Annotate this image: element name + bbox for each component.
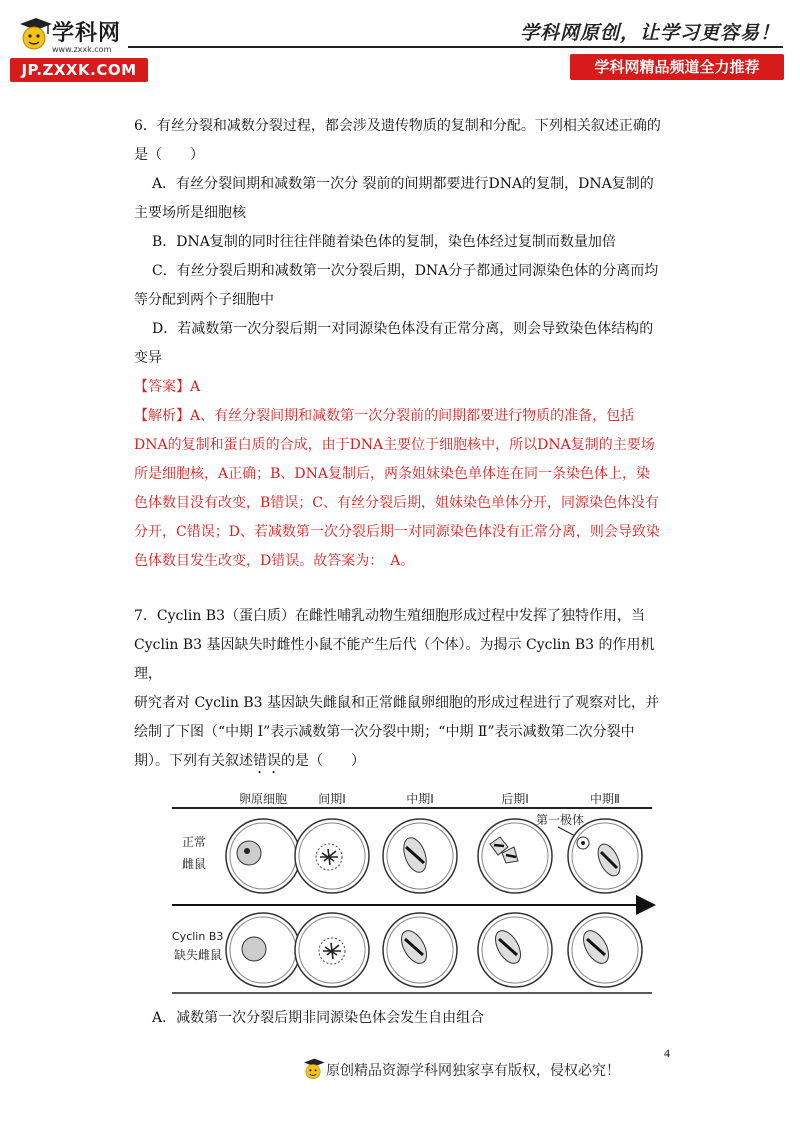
- page-number: 4: [664, 1046, 670, 1060]
- cell-ko-oogonium: [226, 913, 300, 987]
- logo-text: 学科网: [52, 21, 122, 46]
- cell-normal-oogonium: [226, 819, 300, 893]
- q7-stem-line-4: 绘制了下图（“中期 Ⅰ”表示减数第一次分裂中期；“中期 Ⅱ”表示减数第二次分裂中: [134, 724, 635, 740]
- cell-normal-metaphase-2: [568, 819, 642, 893]
- slogan: 学科网原创，让学习更容易！: [519, 22, 780, 44]
- logo-url: www.zxxk.com: [52, 45, 112, 54]
- stage-label-anaphase-1: 后期Ⅰ: [501, 792, 529, 806]
- q7-stem-line-5: [134, 747, 674, 777]
- q6-option-b: B．DNA复制的同时往往伴随着染色体的复制，染色体经过复制而数量加倍: [152, 234, 616, 250]
- q6-option-d-line-2: 变异: [134, 350, 162, 366]
- stage-label-interphase-1: 间期Ⅰ: [318, 792, 346, 806]
- q7-stem-line-1: 7．Cyclin B3（蛋白质）在雌性哺乳动物生殖细胞形成过程中发挥了独特作用，当: [134, 608, 645, 624]
- mascot-icon: [14, 14, 54, 54]
- q6-analysis-line: 色体数目发生改变，D错误。故答案为： A。: [134, 553, 415, 569]
- q6-stem-line-2: 是（ ）: [134, 147, 204, 163]
- q6-analysis-line: 分开，C错误；D、若减数第一次分裂后期一对同源染色体没有正常分离，则会导致染: [134, 524, 660, 540]
- logo-badge[interactable]: JP.ZXXK.COM: [10, 58, 148, 82]
- cell-normal-metaphase-1: [383, 819, 457, 893]
- cell-ko-metaphase-2: [568, 913, 642, 987]
- q6-option-a-line-1: A．有丝分裂间期和减数第一次分 裂前的间期都要进行DNA的复制，DNA复制的: [152, 176, 654, 192]
- polar-body-label: 第一极体: [536, 813, 585, 827]
- cell-normal-anaphase-1: [478, 819, 552, 893]
- slogan-badge: 学科网精品频道全力推荐: [570, 54, 784, 80]
- q7-stem-5-pre: 期）。下列有关叙述: [134, 753, 253, 769]
- cell-ko-anaphase-1: [478, 913, 552, 987]
- row-label-normal: 雌鼠: [182, 857, 207, 871]
- question-gap: [134, 576, 674, 602]
- q6-analysis-line: 色体数目没有改变，B错误；C、有丝分裂后期，姐妹染色单体分开，同源染色体没有: [134, 495, 659, 511]
- q6-analysis-line: 所是细胞核，A正确；B、DNA复制后，两条姐妹染色单体连在同一条染色体上，染: [134, 466, 650, 482]
- cell-ko-metaphase-1: [383, 913, 457, 987]
- stage-label-metaphase-1: 中期Ⅰ: [406, 792, 434, 806]
- header-rule: [128, 46, 783, 48]
- row-label-normal: 正常: [182, 835, 207, 849]
- copyright-notice: 原创精品资源学科网独家享有版权，侵权必究！: [326, 1063, 620, 1079]
- q7-stem-line-3: 研究者对 Cyclin B3 基因缺失雌鼠和正常雌鼠卵细胞的形成过程进行了观察对比，并: [134, 695, 659, 711]
- q6-option-d-line-1: D．若减数第一次分裂后期一对同源染色体没有正常分离，则会导致染色体结构的: [152, 321, 654, 337]
- stage-label-oogonium: 卵原细胞: [238, 792, 288, 806]
- q6-analysis-line: DNA的复制和蛋白质的合成，由于DNA主要位于细胞核中，所以DNA复制的主要场: [134, 437, 655, 453]
- q7-stem-5-post: 的是（ ）: [281, 753, 365, 769]
- cell-ko-interphase: [295, 913, 369, 987]
- cell-normal-interphase: [295, 819, 369, 893]
- page-header: [0, 0, 800, 90]
- q6-option-a-line-2: 主要场所是细胞核: [134, 205, 246, 221]
- row-label-knockout: 缺失雌鼠: [174, 948, 223, 962]
- q6-stem-line-1: 6．有丝分裂和减数分裂过程，都会涉及遗传物质的复制和分配。下列相关叙述正确的: [134, 118, 661, 134]
- q7-stem-line-2: Cyclin B3 基因缺失时雌性小鼠不能产生后代（个体）。为揭示 Cyclin B3 的作用机理，: [134, 637, 655, 682]
- q6-analysis-line: 【解析】A、有丝分裂间期和减数第一次分裂前的间期都要进行物质的准备，包括: [134, 408, 635, 424]
- question-content: [134, 112, 674, 777]
- q7-option-a: A．减数第一次分裂后期非同源染色体会发生自由组合: [152, 1010, 485, 1026]
- mascot-icon: [300, 1056, 326, 1082]
- stage-label-metaphase-2: 中期Ⅱ: [590, 792, 620, 806]
- row-label-knockout: Cyclin B3: [172, 930, 224, 943]
- oocyte-meiosis-figure: [168, 789, 656, 997]
- q7-stem-emphasis: 错误: [253, 753, 281, 769]
- q6-option-c-line-1: C．有丝分裂后期和减数第一次分裂后期，DNA分子都通过同源染色体的分离而均: [152, 263, 659, 279]
- q6-option-c-line-2: 等分配到两个子细胞中: [134, 292, 274, 308]
- q6-answer: 【答案】A: [134, 379, 201, 395]
